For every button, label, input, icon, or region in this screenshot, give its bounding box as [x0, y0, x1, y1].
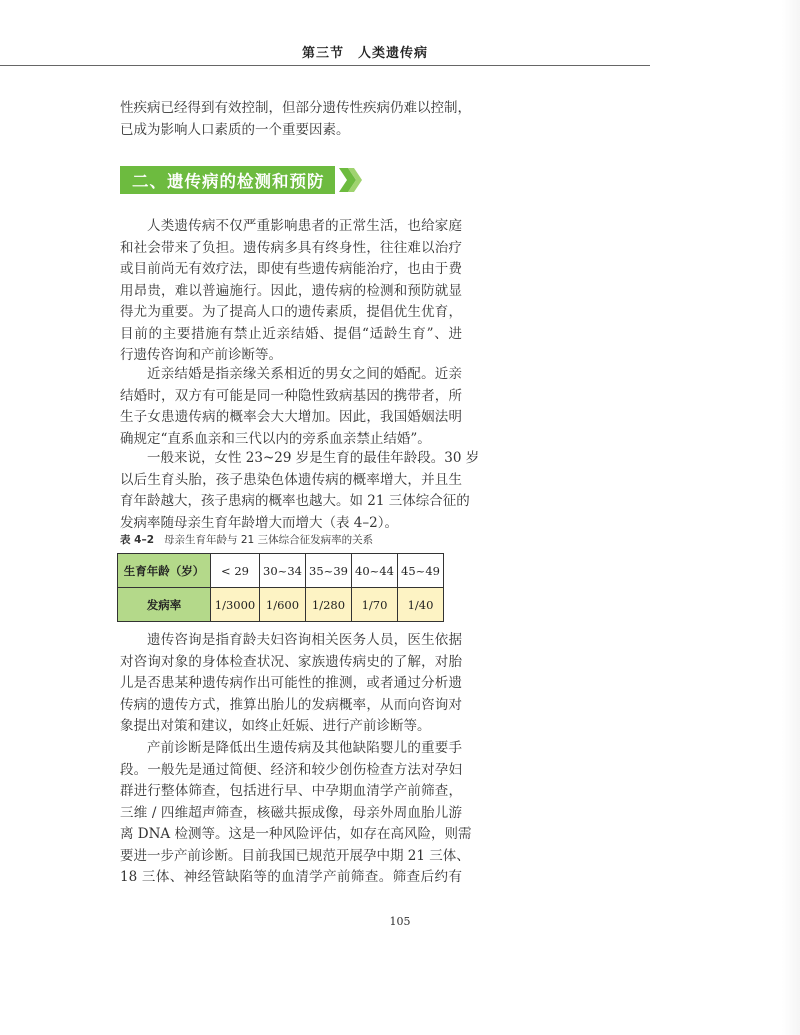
text-line: 近亲结婚是指亲缘关系相近的男女之间的婚配。近亲	[147, 366, 462, 382]
rate-cell: 1/280	[306, 588, 352, 622]
table-row	[118, 588, 444, 622]
incidence-table	[117, 553, 444, 622]
text-line: 发病率随母亲生育年龄增大而增大（表 4–2）。	[120, 514, 398, 531]
age-cell: 35~39	[306, 554, 352, 588]
paragraph-maternal-age	[120, 448, 480, 534]
table-caption	[120, 532, 470, 547]
text-line: 传病的遗传方式，推算出胎儿的发病概率，从而向咨询对	[120, 696, 462, 713]
text-line: 和社会带来了负担。遗传病多具有终身性，往往难以治疗	[120, 239, 462, 256]
page-number: 105	[389, 915, 411, 928]
age-cell: 45~49	[398, 554, 444, 588]
text-line: 离 DNA 检测等。这是一种风险评估，如存在高风险，则需	[120, 826, 472, 842]
rate-cell: 1/600	[260, 588, 306, 622]
chapter-section-title: 第三节 人类遗传病	[301, 46, 428, 61]
text-line: 三维 / 四维超声筛查，核磁共振成像，母亲外周血胎儿游	[120, 804, 462, 821]
row-header-age: 生育年龄（岁）	[118, 554, 211, 588]
text-line: 确规定“直系血亲和三代以内的旁系血亲禁止结婚”。	[120, 430, 431, 447]
text-line: 象提出对策和建议，如终止妊娠、进行产前诊断等。	[120, 718, 431, 734]
text-line: 生子女患遗传病的概率会大大增加。因此，我国婚姻法明	[120, 409, 462, 425]
text-line: 行遗传咨询和产前诊断等。	[120, 347, 282, 363]
text-line: 要进一步产前诊断。目前我国已规范开展孕中期 21 三体、	[120, 847, 470, 864]
paragraph-consanguinity	[120, 364, 462, 450]
text-line: 段。一般先是通过简便、经济和较少创伤检查方法对孕妇	[120, 761, 462, 778]
section-heading-bar	[120, 166, 335, 194]
text-line: 产前诊断是降低出生遗传病及其他缺陷婴儿的重要手	[147, 740, 462, 756]
rate-cell: 1/70	[352, 588, 398, 622]
text-line: 得尤为重要。为了提高人口的遗传素质，提倡优生优育，	[120, 304, 462, 320]
text-line: 儿是否患某种遗传病作出可能性的推测，或者通过分析遗	[120, 675, 462, 691]
text-line: 18 三体、神经管缺陷等的血清学产前筛查。筛查后约有	[120, 869, 462, 885]
text-line: 性疾病已经得到有效控制，但部分遗传性疾病仍难以控制，	[120, 100, 471, 116]
section-heading	[120, 166, 365, 194]
double-chevron-right-icon	[337, 166, 365, 194]
text-line: 目前的主要措施有禁止近亲结婚、提倡“适龄生育”、进	[120, 325, 462, 342]
running-header	[0, 0, 800, 72]
age-cell: < 29	[211, 554, 260, 588]
section-heading-text: 二、遗传病的检测和预防	[132, 172, 325, 191]
table-number: 表 4–2	[120, 534, 155, 546]
age-cell: 30~34	[260, 554, 306, 588]
text-line: 结婚时，双方有可能是同一种隐性致病基因的携带者，所	[120, 387, 462, 404]
paragraph-burden	[120, 216, 462, 367]
rate-cell: 1/3000	[211, 588, 260, 622]
text-line: 人类遗传病不仅严重影响患者的正常生活，也给家庭	[147, 218, 462, 234]
text-line: 遗传咨询是指育龄夫妇咨询相关医务人员，医生依据	[147, 632, 462, 648]
text-line: 以后生育头胎，孩子患染色体遗传病的概率增大，并且生	[120, 471, 462, 488]
intro-paragraph	[120, 98, 471, 141]
paragraph-genetic-counseling	[120, 630, 462, 738]
rate-cell: 1/40	[398, 588, 444, 622]
text-line: 一般来说，女性 23~29 岁是生育的最佳年龄段。30 岁	[147, 450, 480, 466]
text-line: 用昂贵，难以普遍施行。因此，遗传病的检测和预防就显	[120, 282, 462, 299]
paragraph-prenatal-diagnosis	[120, 738, 472, 889]
text-line: 或目前尚无有效疗法，即使有些遗传病能治疗，也由于费	[120, 261, 462, 277]
page-edge-shadow	[782, 0, 800, 1035]
table-caption-text: 母亲生育年龄与 21 三体综合征发病率的关系	[164, 534, 374, 546]
header-rule	[0, 65, 650, 66]
row-header-rate: 发病率	[118, 588, 211, 622]
text-line: 育年龄越大，孩子患病的概率也越大。如 21 三体综合征的	[120, 493, 470, 509]
age-cell: 40~44	[352, 554, 398, 588]
table-row	[118, 554, 444, 588]
text-line: 对咨询对象的身体检查状况、家族遗传病史的了解，对胎	[120, 653, 462, 670]
text-line: 已成为影响人口素质的一个重要因素。	[120, 121, 350, 138]
text-line: 群进行整体筛查，包括进行早、中孕期血清学产前筛查，	[120, 783, 462, 799]
